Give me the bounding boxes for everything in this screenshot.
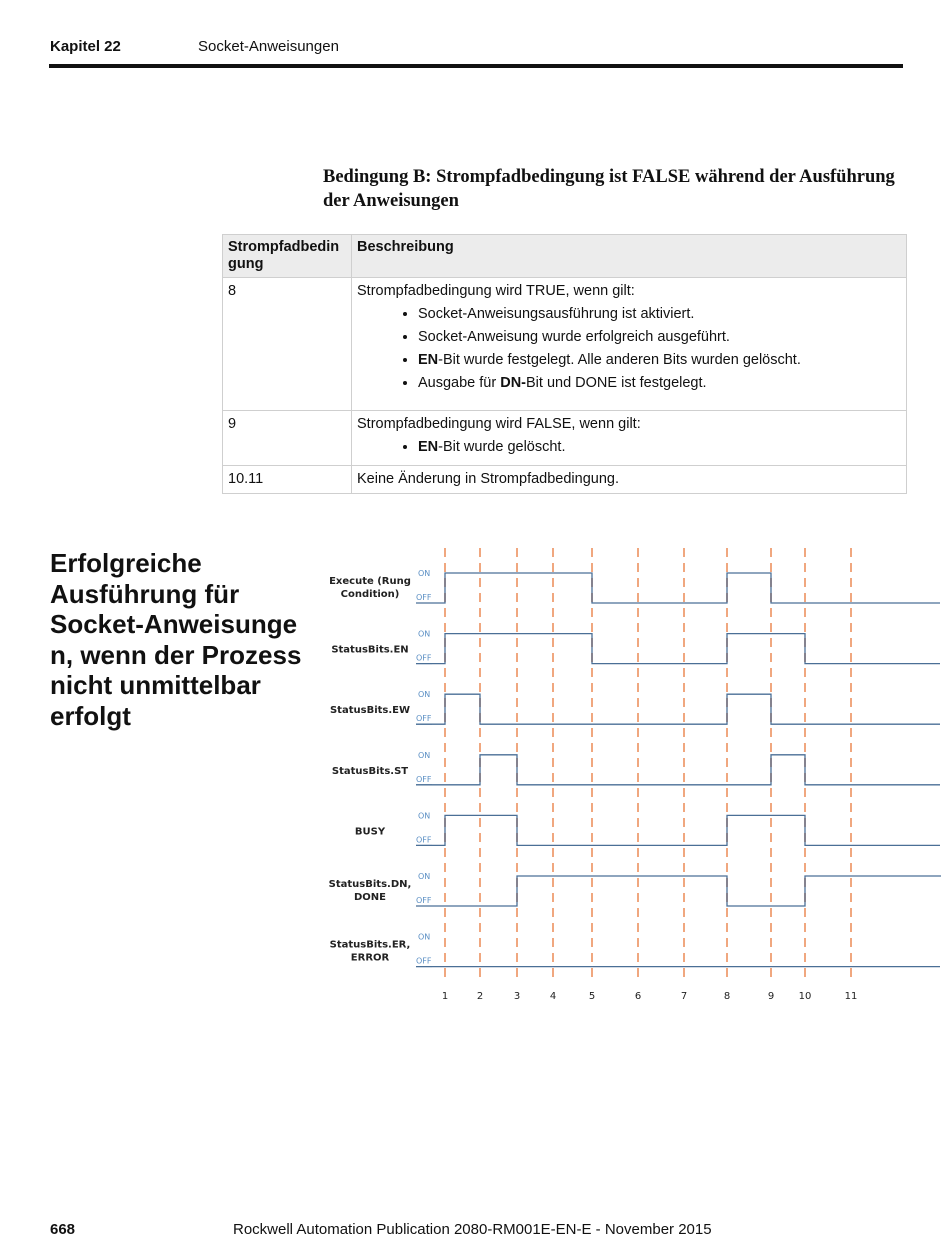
list-item-bold: EN bbox=[418, 352, 439, 368]
signal-name-label: StatusBits.EN bbox=[331, 644, 409, 656]
on-label: ON bbox=[418, 750, 431, 760]
table-header-row bbox=[223, 235, 907, 278]
time-point-label: 2 bbox=[476, 991, 484, 1002]
description-list bbox=[357, 305, 901, 393]
on-label: ON bbox=[418, 629, 431, 639]
description-intro: Strompfadbedingung wird FALSE, wenn gilt: bbox=[357, 416, 641, 432]
list-item-bold: EN bbox=[418, 439, 439, 455]
list-item bbox=[418, 351, 901, 370]
on-label: ON bbox=[418, 872, 431, 881]
column-header-description: Beschreibung bbox=[352, 235, 907, 278]
rung-number-cell: 10.11 bbox=[223, 466, 352, 494]
time-point-label: 8 bbox=[723, 991, 731, 1002]
signal-waveform bbox=[416, 573, 940, 603]
description-cell bbox=[352, 466, 907, 494]
list-item-text: -Bit wurde festgelegt. Alle anderen Bits wurden gelöscht. bbox=[438, 352, 801, 368]
chapter-label: Kapitel 22 bbox=[50, 38, 121, 55]
signal-name-label: BUSY bbox=[354, 826, 386, 838]
description-cell bbox=[352, 411, 907, 466]
time-point-label: 3 bbox=[513, 991, 521, 1002]
signal-name-label: ERROR bbox=[350, 952, 390, 964]
off-label: OFF bbox=[416, 774, 432, 784]
page-number: 668 bbox=[50, 1221, 76, 1238]
signal-name-label: Condition) bbox=[340, 589, 400, 600]
signal-name-label: StatusBits.DN, bbox=[328, 879, 412, 890]
column-header-rung: Strompfadbedin gung bbox=[223, 235, 352, 278]
page-header bbox=[49, 38, 903, 68]
table-row bbox=[223, 411, 907, 466]
signal-waveform bbox=[416, 815, 940, 845]
off-label: OFF bbox=[416, 896, 432, 905]
signal-waveform bbox=[416, 755, 940, 785]
time-point-label: 11 bbox=[844, 991, 858, 1002]
signal-name-label: StatusBits.ST bbox=[331, 765, 409, 777]
list-item-prefix: Ausgabe für bbox=[418, 375, 501, 391]
list-item-text: Socket-Anweisung wurde erfolgreich ausgeführt. bbox=[418, 329, 730, 345]
signal-name-label: Execute (Rung bbox=[329, 576, 411, 587]
list-item-bold: DN- bbox=[500, 375, 527, 391]
signal-name-label: DONE bbox=[353, 892, 387, 903]
table-row bbox=[223, 466, 907, 494]
table-row bbox=[223, 278, 907, 411]
list-item bbox=[418, 438, 901, 457]
off-label: OFF bbox=[416, 835, 432, 845]
description-intro: Keine Änderung in Strompfadbedingung. bbox=[357, 471, 619, 487]
off-label: OFF bbox=[416, 593, 432, 602]
timing-diagram bbox=[0, 540, 950, 1010]
list-item-text: Socket-Anweisungsausführung ist aktiviert. bbox=[418, 306, 695, 322]
time-point-label: 5 bbox=[588, 991, 596, 1002]
signal-waveform bbox=[416, 634, 940, 664]
description-cell bbox=[352, 278, 907, 411]
condition-table bbox=[222, 234, 907, 494]
list-item bbox=[418, 328, 901, 347]
off-label: OFF bbox=[416, 653, 432, 663]
time-point-label: 6 bbox=[634, 991, 642, 1002]
condition-title: Bedingung B: Strompfadbedingung ist FALSE während der Ausführung der Anweisungen bbox=[323, 167, 895, 211]
on-label: ON bbox=[418, 932, 431, 942]
signal-waveform bbox=[416, 876, 941, 906]
publication-info: Rockwell Automation Publication 2080-RM001E-EN-E - November 2015 bbox=[233, 1221, 712, 1238]
description-list bbox=[357, 438, 901, 457]
list-item bbox=[418, 305, 901, 324]
time-point-label: 10 bbox=[798, 991, 812, 1002]
off-label: OFF bbox=[416, 714, 432, 724]
on-label: ON bbox=[418, 690, 431, 700]
list-item-text: -Bit wurde gelöscht. bbox=[438, 439, 566, 455]
time-point-label: 7 bbox=[680, 991, 688, 1002]
on-label: ON bbox=[418, 811, 431, 821]
description-intro: Strompfadbedingung wird TRUE, wenn gilt: bbox=[357, 283, 635, 299]
signal-waveform bbox=[416, 694, 940, 724]
off-label: OFF bbox=[416, 956, 432, 966]
list-item-text: Bit und DONE ist festgelegt. bbox=[526, 375, 707, 391]
time-point-label: 9 bbox=[767, 991, 775, 1002]
time-point-label: 4 bbox=[549, 991, 557, 1002]
chapter-title: Socket-Anweisungen bbox=[198, 38, 339, 55]
section-heading: Erfolgreiche Ausführung für Socket-Anweisunge n, wenn der Prozess nicht unmittelbar erfolgt bbox=[50, 548, 302, 731]
on-label: ON bbox=[418, 569, 431, 578]
list-item bbox=[418, 374, 901, 393]
signal-name-label: StatusBits.EW bbox=[329, 705, 411, 717]
signal-name-label: StatusBits.ER, bbox=[329, 939, 411, 951]
rung-number-cell: 9 bbox=[223, 411, 352, 466]
time-point-label: 1 bbox=[441, 991, 449, 1002]
rung-number-cell: 8 bbox=[223, 278, 352, 411]
